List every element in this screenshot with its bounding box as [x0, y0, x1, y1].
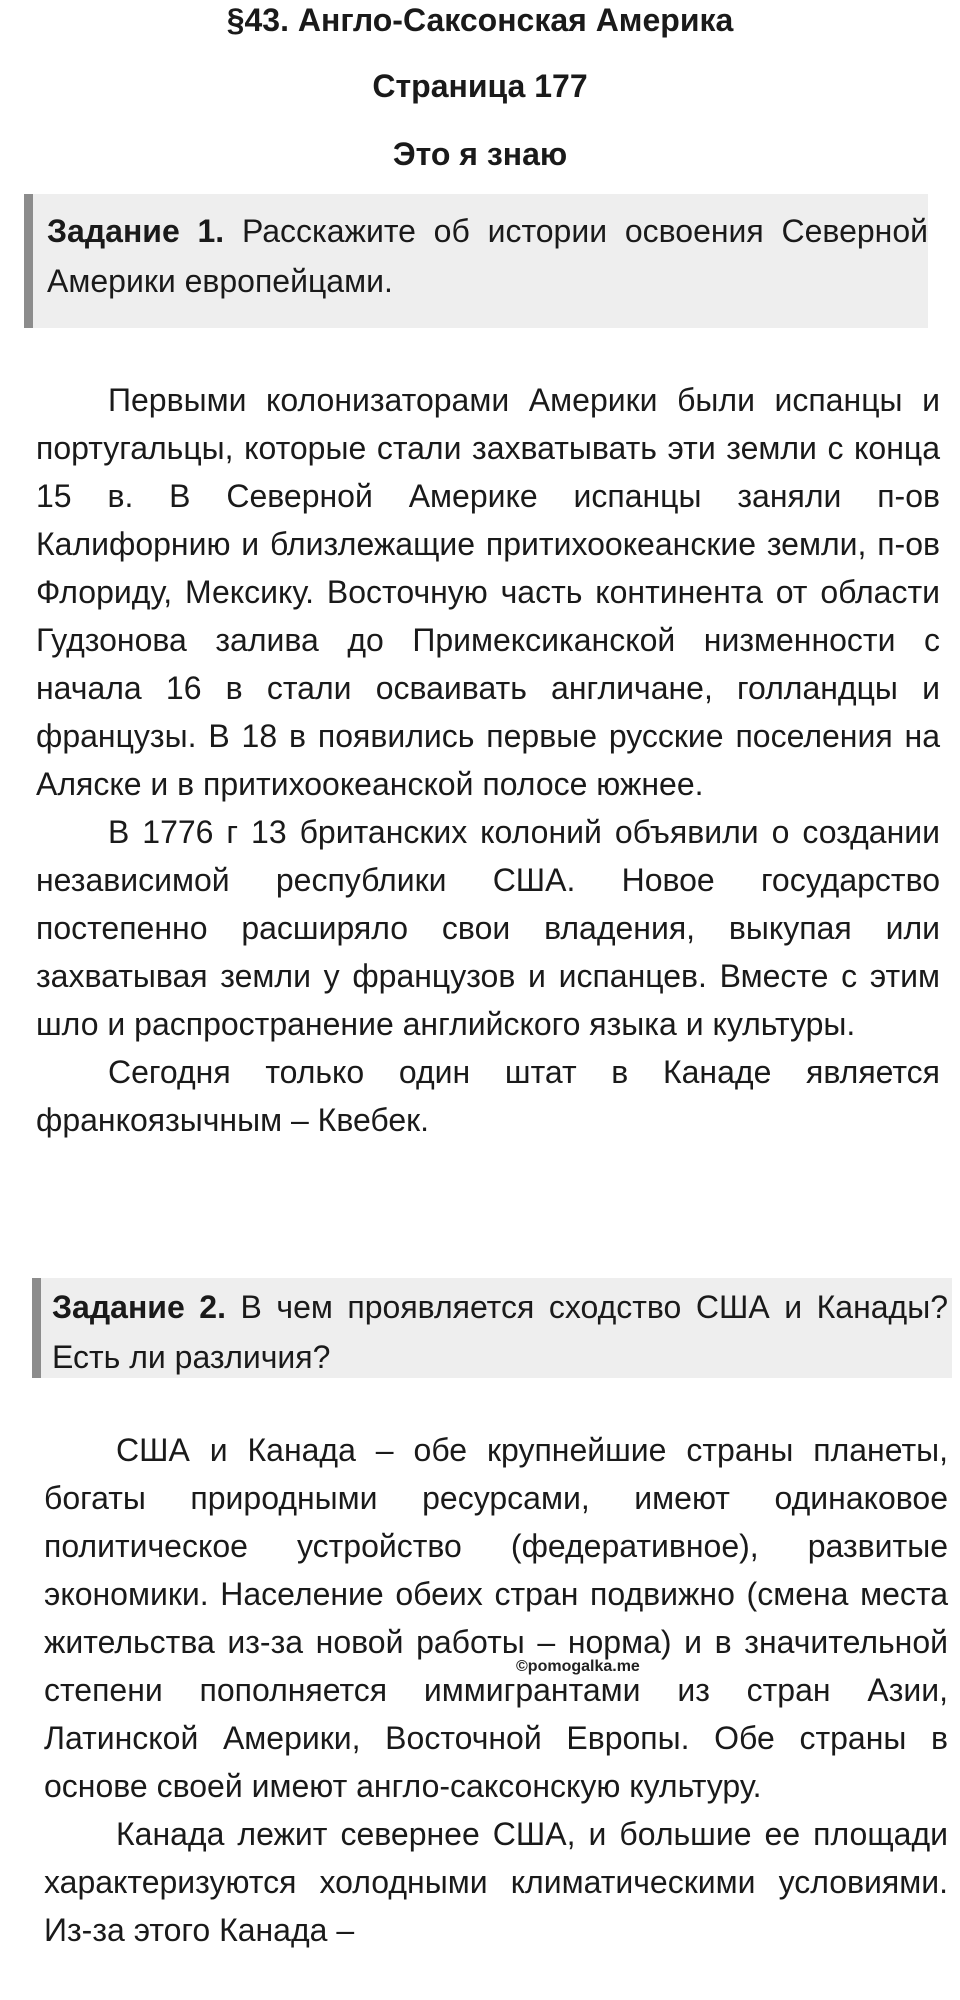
answer-1: [36, 376, 940, 1144]
answer-1-paragraph: Сегодня только один штат в Канаде является франкоязычным – Квебек.: [36, 1054, 940, 1138]
answer-2-paragraph: США и Канада – обе крупнейшие страны планеты, богаты природными ресурсами, имеют одинаковое политическое устройство (федеративное), развитые экономики. Население обеих стран подвижно (смена места жительства из-за новой работы – норма) и в значительной степени пополняется иммигрантами из стран Азии, Латинской Америки, Восточной Европы. Обе страны в основе своей имеют англо-саксонскую культуру.: [44, 1432, 948, 1804]
section-heading: Это я знаю: [392, 136, 568, 172]
answer-2-paragraph: Канада лежит севернее США, и большие ее площади характеризуются холодными климатическими условиями. Из-за этого Канада –: [44, 1816, 948, 1948]
page-title: §43. Англо-Саксонская Америка: [226, 2, 734, 38]
task-2-label: Задание 2.: [52, 1289, 226, 1325]
task-1-box: [24, 194, 928, 328]
watermark: ©pomogalka.me: [516, 1658, 640, 1675]
page-number-heading: Страница 177: [372, 68, 588, 104]
task-1-text: Расскажите об истории освоения Северной Америки европейцами.: [47, 213, 929, 299]
answer-1-paragraph: В 1776 г 13 британских колоний объявили о создании независимой республики США. Новое государство постепенно расширяло свои владения, выкупая или захватывая земли у французов и испанцев. Вместе с этим шло и распространение английского языка и культуры.: [36, 814, 940, 1042]
task-1-label: Задание 1.: [47, 213, 225, 249]
answer-2: [44, 1426, 948, 1954]
task-2-box: [32, 1278, 952, 1378]
task-2-text: В чем проявляется сходство США и Канады? Есть ли различия?: [52, 1289, 949, 1375]
answer-1-paragraph: Первыми колонизаторами Америки были испанцы и португальцы, которые стали захватывать эти земли с конца 15 в. В Северной Америке испанцы заняли п-ов Калифорнию и близлежащие притихоокеанские земли, п-ов Флориду, Мексику. Восточную часть континента от области Гудзонова залива до Примексиканской низменности с начала 16 в стали осваивать англичане, голландцы и французы. В 18 в появились первые русские поселения на Аляске и в притихоокеанской полосе южнее.: [36, 382, 940, 802]
